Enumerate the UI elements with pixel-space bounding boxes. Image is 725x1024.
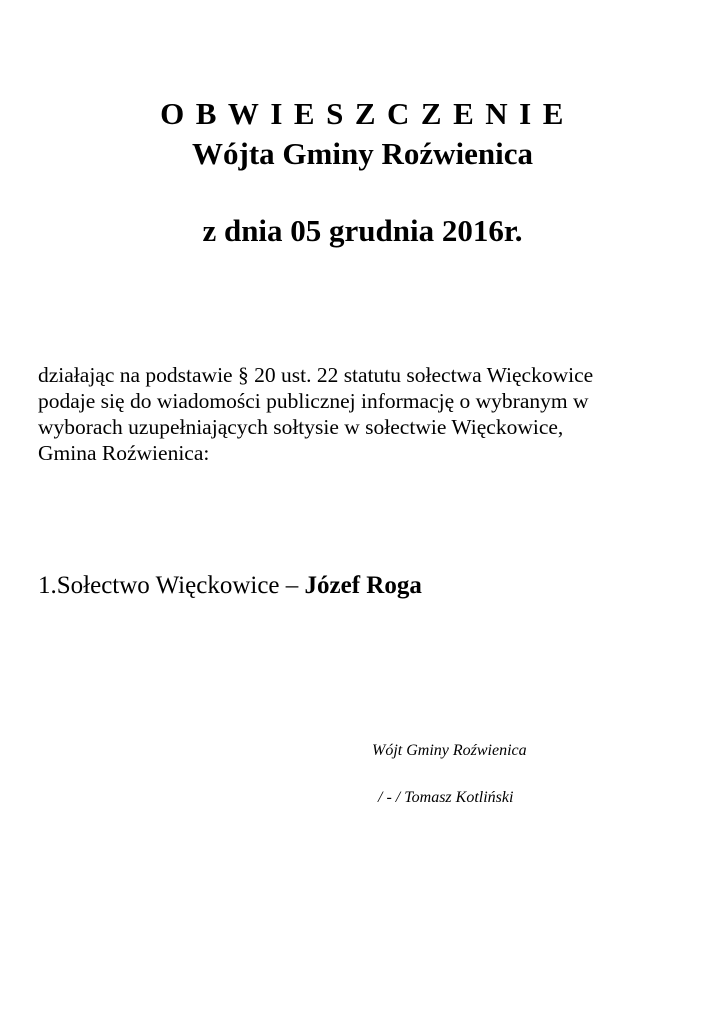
date-line: z dnia 05 grudnia 2016r. [202,213,523,248]
announcement-paragraph: działając na podstawie § 20 ust. 22 statutu sołectwa Więckowice podaje się do wiadomości publicznej informację o wybranym w wyborach uzupełniających sołtysie w sołectwie Więckowice, Gmina Roźwienica: [38,363,594,465]
issuer-line: Wójta Gminy Roźwienica [192,136,533,171]
document-title: OBWIESZCZENIE [160,96,575,131]
elected-name: Józef Roga [304,572,422,599]
elected-listing [38,572,422,600]
signature-office: Wójt Gminy Roźwienica [372,742,527,759]
signature-name: / - / Tomasz Kotliński [378,789,514,806]
listing-prefix: 1.Sołectwo Więckowice – [38,572,305,599]
